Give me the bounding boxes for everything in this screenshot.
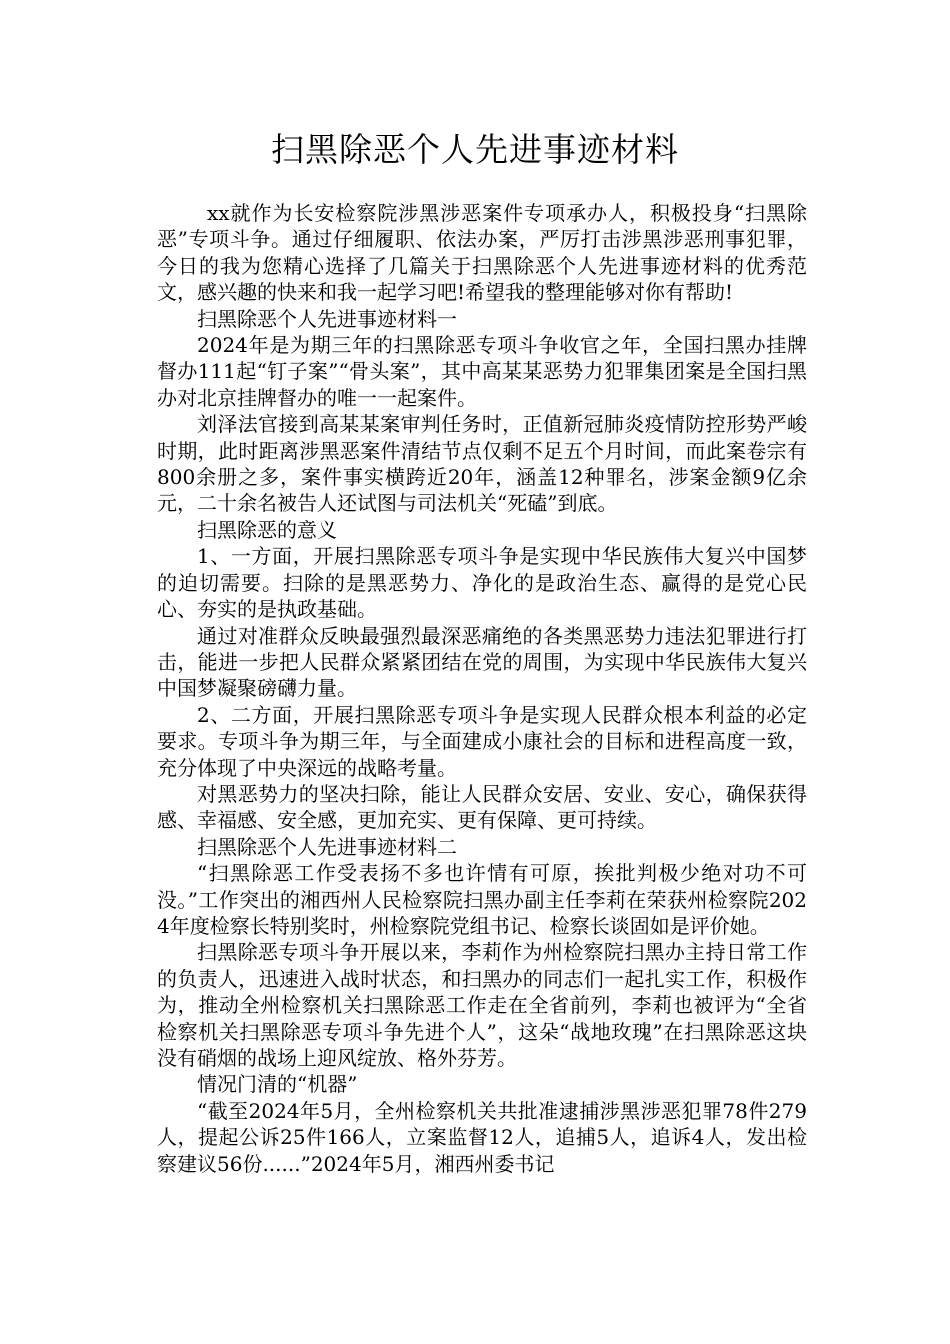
paragraph: 刘泽法官接到高某某案审判任务时，正值新冠肺炎疫情防控形势严峻时期，此时距离涉黑恶案件清结节点仅剩不足五个月时间，而此案卷宗有800余册之多，案件事实横跨近20年，涵盖12种罪名，涉案金额9亿余元，二十余名被告人还试图与司法机关“死磕”到底。 [157,412,807,516]
section-heading-1: 扫黑除恶个人先进事迹材料一 [197,306,457,331]
intro-paragraph: xx就作为长安检察院涉黑涉恶案件专项承办人，积极投身“扫黑除恶”专项斗争。通过仔细履职、依法办案，严厉打击涉黑涉恶刑事犯罪，今日的我为您精心选择了几篇关于扫黑除恶个人先进事迹材料的优秀范文，感兴趣的快来和我一起学习吧!希望我的整理能够对你有帮助! [157,201,807,305]
paragraph: 通过对准群众反映最强烈最深恶痛绝的各类黑恶势力违法犯罪进行打击，能进一步把人民群众紧紧团结在党的周围，为实现中华民族伟大复兴中国梦凝聚磅礴力量。 [157,623,807,701]
paragraph: “扫黑除恶工作受表扬不多也许情有可原，挨批判极少绝对功不可没。”工作突出的湘西州人民检察院扫黑办副主任李莉在荣获州检察院2024年度检察长特别奖时，州检察院党组书记、检察长谈固如是评价她。 [157,861,807,938]
section-heading-significance: 扫黑除恶的意义 [197,517,337,542]
paragraph: 对黑恶势力的坚决扫除，能让人民群众安居、安业、安心，确保获得感、幸福感、安全感，更加充实、更有保障、更可持续。 [157,781,807,833]
document-body [157,200,807,1177]
paragraph: 扫黑除恶专项斗争开展以来，李莉作为州检察院扫黑办主持日常工作的负责人，迅速进入战时状态，和扫黑办的同志们一起扎实工作，积极作为，推动全州检察机关扫黑除恶工作走在全省前列，李莉也被评为“全省检察机关扫黑除恶专项斗争先进个人”，这朵“战地玫瑰”在扫黑除恶这块没有硝烟的战场上迎风绽放、格外芬芳。 [157,940,807,1070]
paragraph: “截至2024年5月，全州检察机关共批准逮捕涉黑涉恶犯罪78件279人，提起公诉25件166人，立案监督12人，追捕5人，追诉4人，发出检察建议56份......”2024年5月，湘西州委书记 [157,1098,807,1176]
paragraph: 2024年是为期三年的扫黑除恶专项斗争收官之年，全国扫黑办挂牌督办111起“钉子案”“骨头案”，其中高某某恶势力犯罪集团案是全国扫黑办对北京挂牌督办的唯一一起案件。 [157,333,807,410]
section-heading-2: 扫黑除恶个人先进事迹材料二 [197,834,457,859]
section-heading-machine: 情况门清的“机器” [197,1072,358,1097]
paragraph: 1、一方面，开展扫黑除恶专项斗争是实现中华民族伟大复兴中国梦的迫切需要。扫除的是黑恶势力、净化的是政治生态、赢得的是党心民心、夯实的是执政基础。 [157,544,807,622]
paragraph: 2、二方面，开展扫黑除恶专项斗争是实现人民群众根本利益的必定要求。专项斗争为期三年，与全面建成小康社会的目标和进程高度一致，充分体现了中央深远的战略考量。 [157,702,807,780]
document-title: 扫黑除恶个人先进事迹材料 [271,130,679,169]
